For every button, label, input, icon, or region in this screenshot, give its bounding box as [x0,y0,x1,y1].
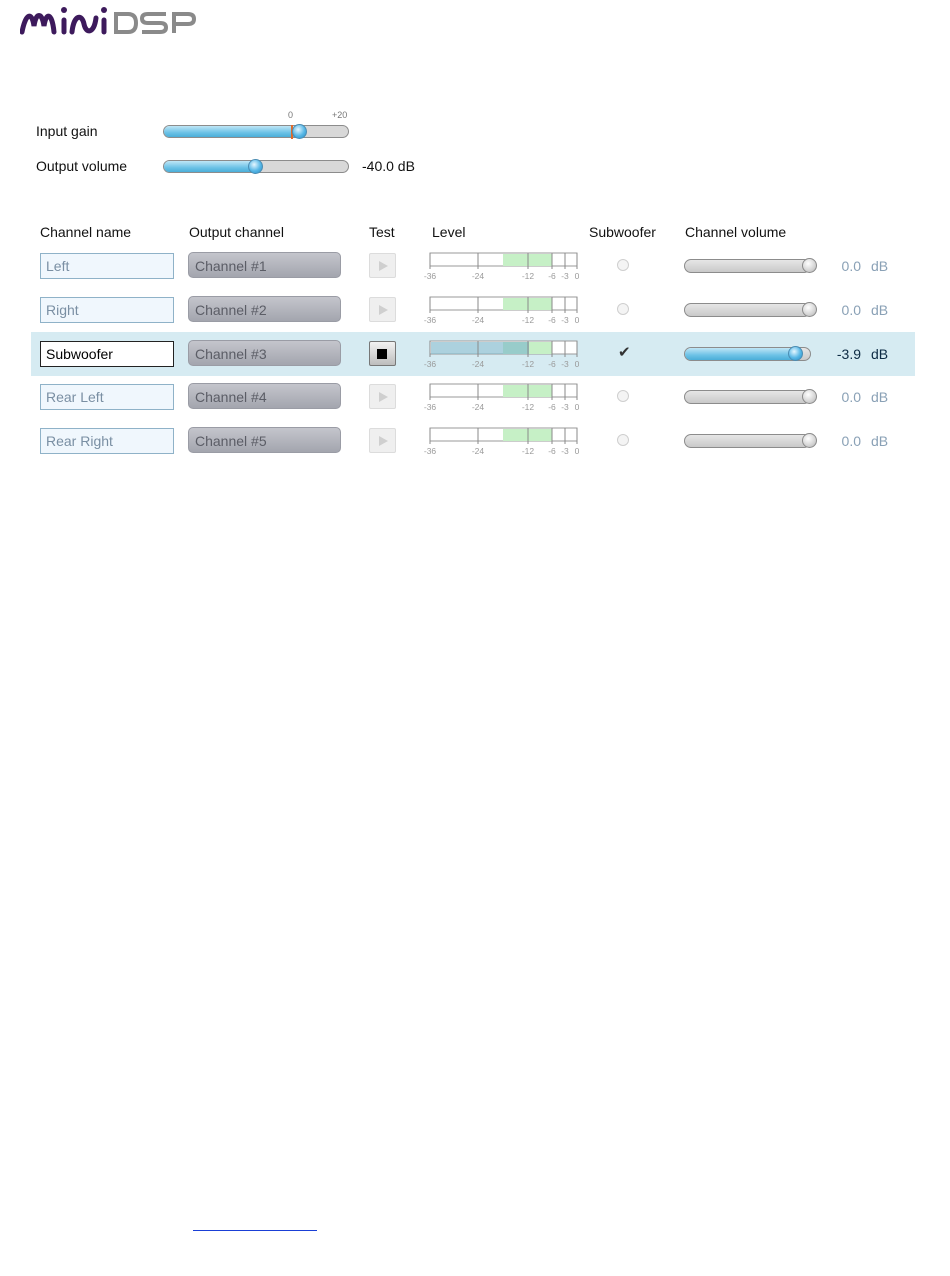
meter-tick-label: -36 [423,446,437,456]
input-gain-label: Input gain [36,123,98,139]
channel-volume-unit: dB [871,258,889,274]
channel-row [31,332,915,376]
output-volume-row [0,155,950,179]
channel-name-field[interactable]: Subwoofer [40,341,174,367]
output-channel-select[interactable]: Channel #3 [188,340,341,366]
input-gain-tick-zero: 0 [288,110,294,120]
meter-tick-label: -12 [521,402,535,412]
meter-tick-label: -3 [561,446,569,456]
meter-tick-label: -24 [471,402,485,412]
minidsp-logo [20,2,220,42]
output-volume-fill [164,161,256,172]
meter-tick-label: 0 [574,359,580,369]
subwoofer-radio[interactable] [617,259,629,271]
header-level: Level [432,224,466,240]
channel-volume-unit: dB [871,302,889,318]
meter-tick-label: -3 [561,315,569,325]
play-icon [379,436,388,446]
meter-tick-label: -36 [423,315,437,325]
channel-volume-fill [685,348,796,360]
play-icon [379,261,388,271]
channel-row [31,244,915,288]
channel-row [31,375,915,419]
channel-volume-value: -3.9 [836,346,861,362]
output-channel-select[interactable]: Channel #2 [188,296,341,322]
meter-tick-label: -6 [548,315,556,325]
output-volume-label: Output volume [36,158,128,174]
channel-row [31,288,915,332]
channel-volume-slider[interactable] [684,434,811,448]
header-test: Test [369,224,395,240]
header-subwoofer: Subwoofer [589,224,656,240]
channel-volume-knob[interactable] [802,258,817,273]
channel-volume-value: 0.0 [841,389,861,405]
subwoofer-radio[interactable] [617,434,629,446]
channel-row [31,419,915,463]
meter-level-fill [431,342,529,354]
level-meter [423,297,580,325]
channel-name-field[interactable]: Rear Right [40,428,174,454]
meter-tick-label: -36 [423,271,437,281]
level-meter [423,253,580,281]
meter-tick-label: -6 [548,402,556,412]
meter-tick-label: -6 [548,446,556,456]
header-channel-volume: Channel volume [685,224,787,240]
meter-tick-label: -24 [471,359,485,369]
channel-volume-slider[interactable] [684,259,811,273]
channel-volume-unit: dB [871,433,889,449]
channel-volume-slider[interactable] [684,390,811,404]
header-output-channel: Output channel [189,224,284,240]
meter-tick-label: -3 [561,271,569,281]
test-stop-button[interactable] [369,341,396,366]
channel-volume-unit: dB [871,346,889,362]
input-gain-tick-max: +20 [332,110,348,120]
channel-volume-unit: dB [871,389,889,405]
meter-tick-label: -12 [521,315,535,325]
footer-link[interactable] [193,1218,317,1231]
meter-tick-label: 0 [574,315,580,325]
test-play-button[interactable] [369,384,396,409]
channel-volume-value: 0.0 [841,258,861,274]
test-play-button[interactable] [369,253,396,278]
meter-tick-label: -12 [521,271,535,281]
channel-name-field[interactable]: Right [40,297,174,323]
channel-name-field[interactable]: Rear Left [40,384,174,410]
meter-tick-label: -12 [521,446,535,456]
subwoofer-radio[interactable] [617,390,629,402]
input-gain-fill [164,126,300,137]
meter-tick-label: 0 [574,402,580,412]
play-icon [379,392,388,402]
test-play-button[interactable] [369,428,396,453]
level-meter [423,428,580,456]
channel-volume-value: 0.0 [841,302,861,318]
play-icon [379,305,388,315]
channel-volume-knob[interactable] [788,346,803,361]
meter-tick-label: -36 [423,402,437,412]
channel-name-field[interactable]: Left [40,253,174,279]
stop-icon [377,349,387,359]
output-channel-select[interactable]: Channel #5 [188,427,341,453]
level-meter [423,384,580,412]
channel-volume-knob[interactable] [802,302,817,317]
meter-tick-label: -3 [561,359,569,369]
output-volume-readout: -40.0 dB [362,158,415,174]
meter-tick-label: 0 [574,271,580,281]
meter-tick-label: -24 [471,315,485,325]
meter-tick-label: -12 [521,359,535,369]
meter-tick-label: -6 [548,271,556,281]
header-channel-name: Channel name [40,224,132,240]
input-gain-slider[interactable] [163,125,349,138]
meter-tick-label: -36 [423,359,437,369]
channel-volume-value: 0.0 [841,433,861,449]
test-play-button[interactable] [369,297,396,322]
meter-tick-label: -3 [561,402,569,412]
meter-tick-label: -24 [471,271,485,281]
meter-tick-label: 0 [574,446,580,456]
level-meter [423,341,580,369]
subwoofer-check-icon[interactable]: ✔ [618,344,631,361]
output-volume-knob[interactable] [248,159,263,174]
input-gain-row [0,110,950,144]
input-gain-knob[interactable] [292,124,307,139]
channel-volume-knob[interactable] [802,433,817,448]
channel-volume-knob[interactable] [802,389,817,404]
subwoofer-radio[interactable] [617,303,629,315]
output-channel-select[interactable]: Channel #1 [188,252,341,278]
output-channel-select[interactable]: Channel #4 [188,383,341,409]
meter-tick-label: -6 [548,359,556,369]
channel-volume-slider[interactable] [684,303,811,317]
meter-tick-label: -24 [471,446,485,456]
